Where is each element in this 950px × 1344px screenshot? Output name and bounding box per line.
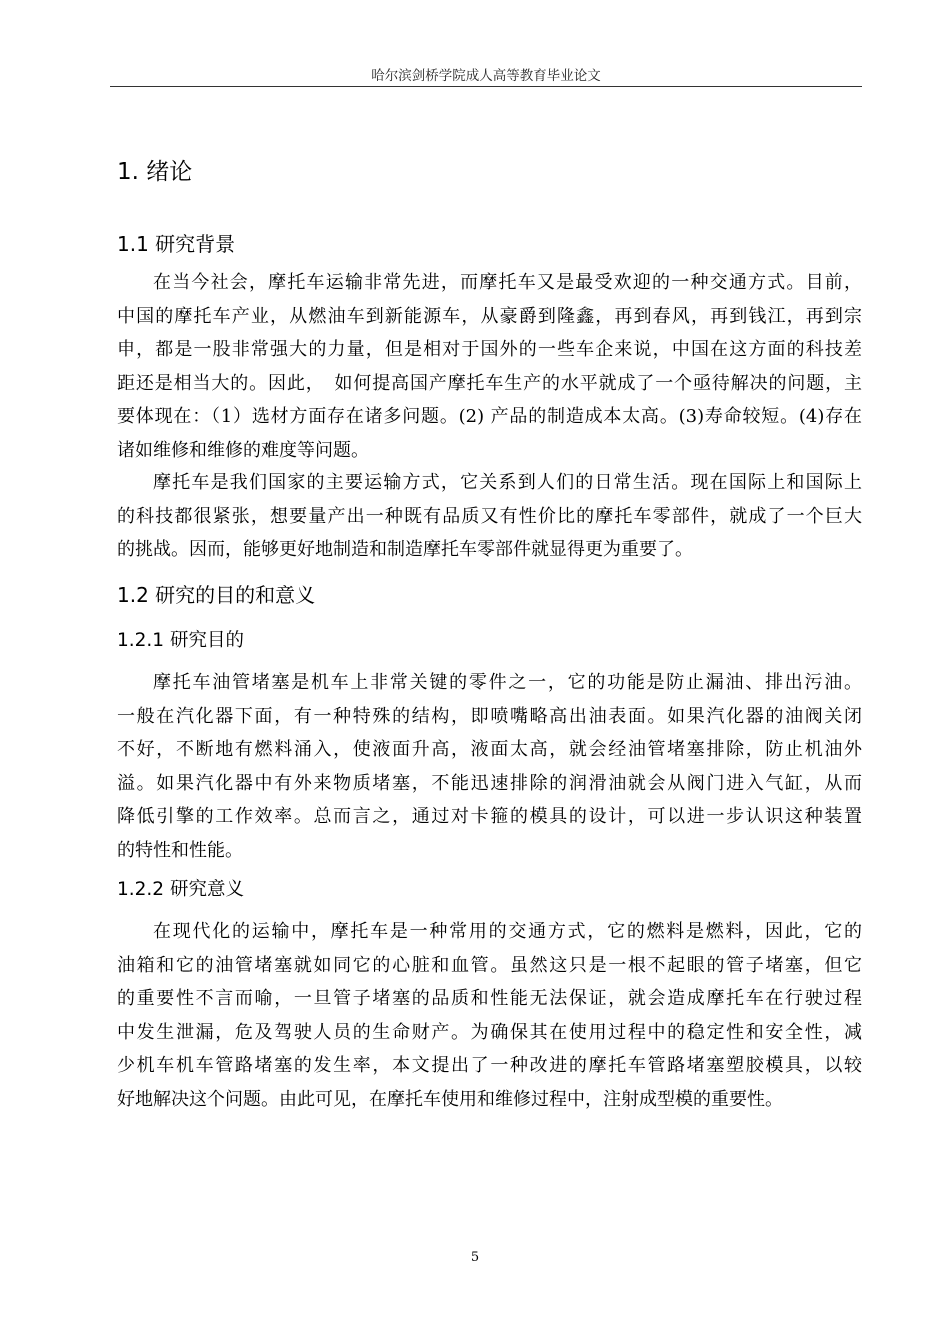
text-line: 不好，不断地有燃料涌入，使液面升高，液面太高，就会经油管堵塞排除，防止机油外 [117,739,862,760]
chapter-title: 1. 绪论 [117,159,193,185]
text-line: 的科技都很紧张，想要量产出一种既有品质又有性价比的摩托车零部件，就成了一个巨大 [117,505,862,527]
text-line: 摩托车油管堵塞是机车上非常关键的零件之一，它的功能是防止漏油、排出污油。 [153,672,862,693]
text-line: 的挑战。因而，能够更好地制造和制造摩托车零部件就显得更为重要了。 [117,539,693,560]
text-line: 申，都是一股非常强大的力量，但是相对于国外的一些车企来说，中国在这方面的科技差 [117,339,862,360]
text-line: 要体现在：（1）选材方面存在诸多问题。(2) 产品的制造成本太高。(3)寿命较短。(4)存在 [117,406,862,427]
paragraph [117,266,862,467]
text-line: 诸如维修和维修的难度等问题。 [117,439,369,461]
text-line: 在当今社会，摩托车运输非常先进，而摩托车又是最受欢迎的一种交通方式。目前， [153,272,862,293]
text-line: 溢。如果汽化器中有外来物质堵塞，不能迅速排除的润滑油就会从阀门进入气缸，从而 [117,772,862,794]
text-line: 降低引擎的工作效率。总而言之，通过对卡箍的模具的设计，可以进一步认识这种装置 [117,806,862,827]
text-line: 中发生泄漏，危及驾驶人员的生命财产。为确保其在使用过程中的稳定性和安全性，减 [117,1021,862,1043]
paragraph [117,466,862,567]
page-number: 5 [470,1250,480,1265]
subsection-heading-1-2-2: 1.2.2 研究意义 [117,879,244,900]
text-line: 好地解决这个问题。由此可见，在摩托车使用和维修过程中，注射成型模的重要性。 [117,1088,783,1110]
text-line: 在现代化的运输中，摩托车是一种常用的交通方式，它的燃料是燃料，因此，它的 [153,921,862,942]
text-line: 少机车机车管路堵塞的发生率，本文提出了一种改进的摩托车管路堵塞塑胶模具，以较 [117,1055,862,1076]
text-line: 中国的摩托车产业，从燃油车到新能源车，从豪爵到隆鑫，再到春风，再到钱江，再到宗 [117,305,862,327]
running-header: 哈尔滨剑桥学院成人高等教育毕业论文 [371,68,601,84]
text-line: 距还是相当大的。因此， 如何提高国产摩托车生产的水平就成了一个亟待解决的问题，主 [117,372,862,394]
header-rule [110,86,862,87]
paragraph [117,915,862,1116]
text-line: 的重要性不言而喻，一旦管子堵塞的品质和性能无法保证，就会造成摩托车在行驶过程 [117,988,862,1009]
text-line: 一般在汽化器下面，有一种特殊的结构，即喷嘴略高出油表面。如果汽化器的油阀关闭 [117,705,862,727]
text-line: 摩托车是我们国家的主要运输方式，它关系到人们的日常生活。现在国际上和国际上 [153,472,862,493]
section-heading-1-1: 1.1 研究背景 [117,232,236,256]
text-line: 油箱和它的油管堵塞就如同它的心脏和血管。虽然这只是一根不起眼的管子堵塞，但它 [117,954,862,976]
section-heading-1-2: 1.2 研究的目的和意义 [117,583,316,607]
text-line: 的特性和性能。 [117,839,243,861]
paragraph [117,666,862,867]
subsection-heading-1-2-1: 1.2.1 研究目的 [117,630,244,651]
